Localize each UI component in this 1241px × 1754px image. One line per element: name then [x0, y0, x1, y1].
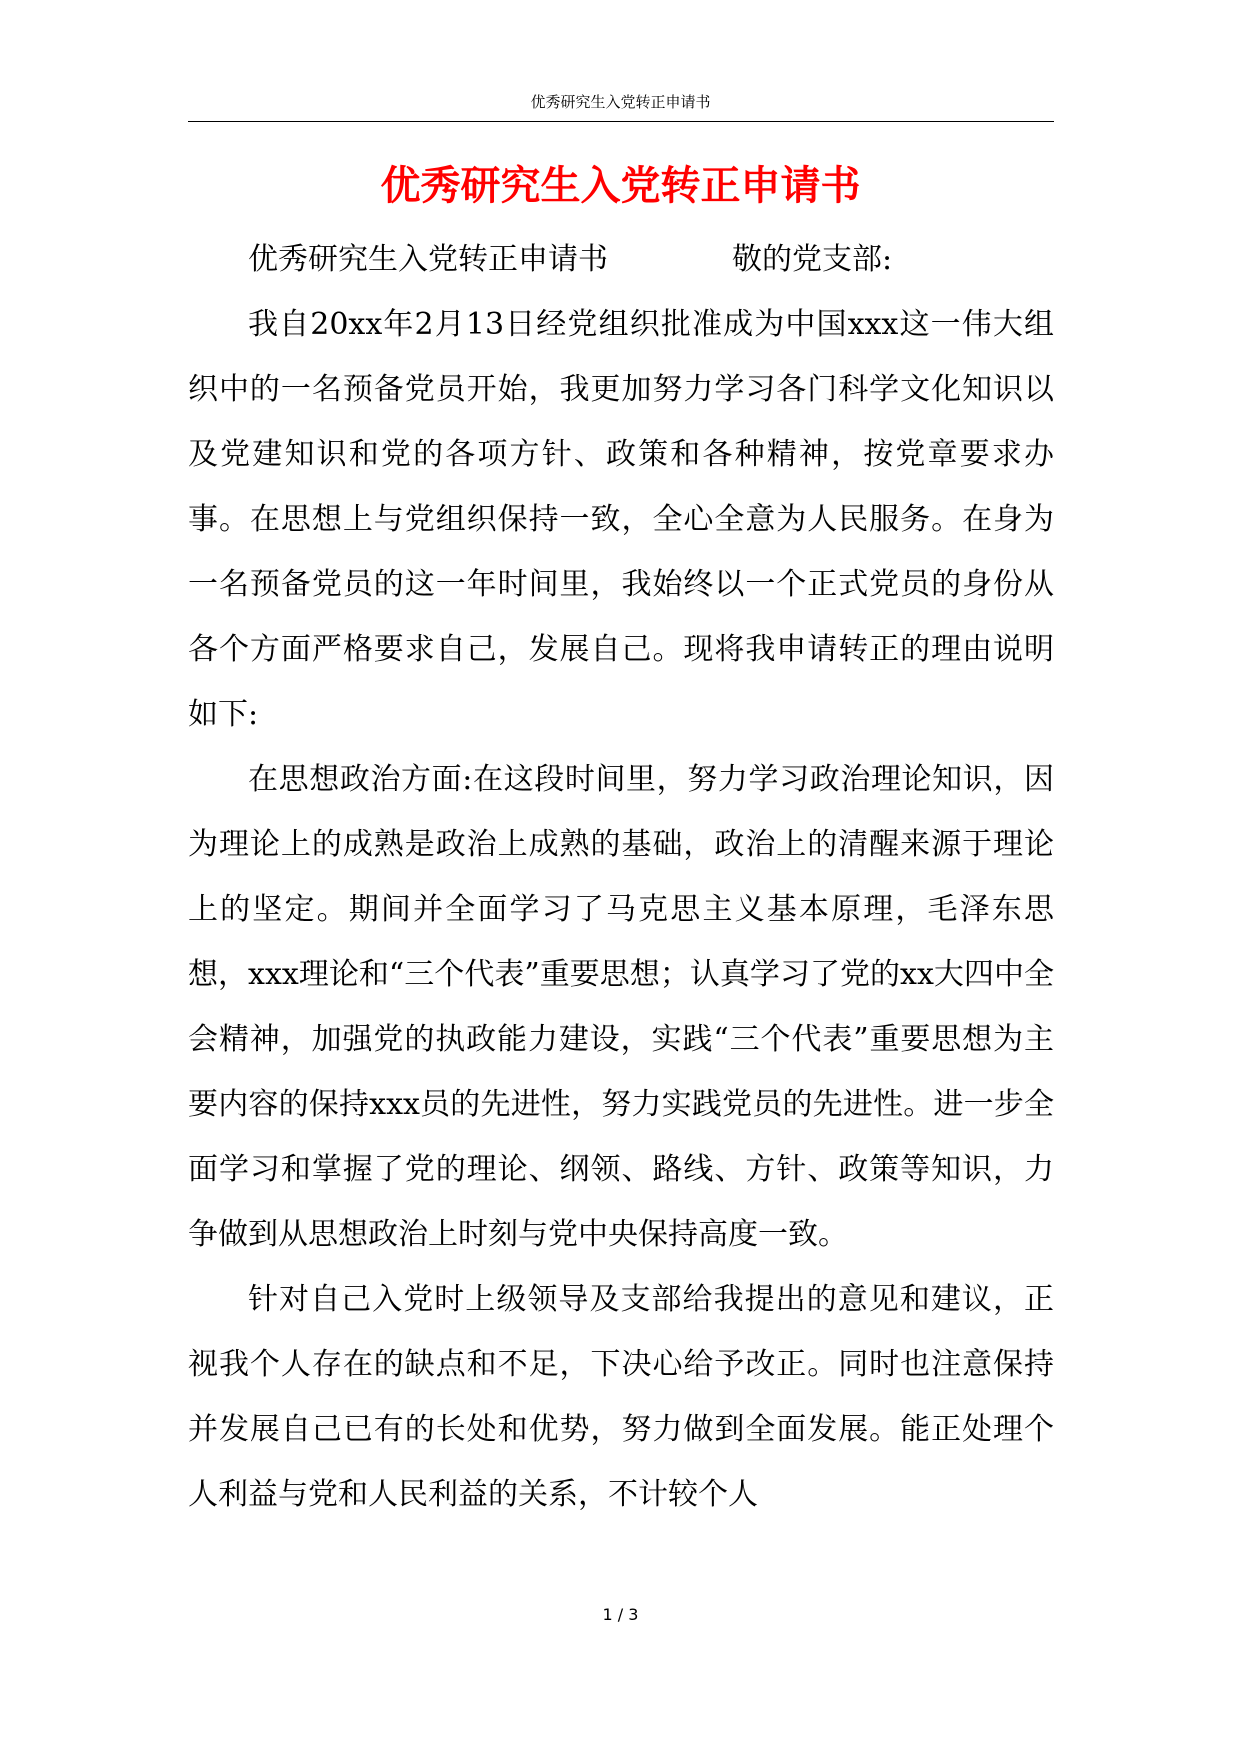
salutation: 敬的党支部: — [732, 242, 893, 277]
header-divider — [188, 121, 1054, 122]
opening-line — [188, 227, 1054, 292]
document-title: 优秀研究生入党转正申请书 — [380, 162, 861, 209]
document-body — [188, 227, 1054, 1527]
page-number: 1 / 3 — [602, 1605, 639, 1624]
paragraph-self-improvement: 针对自己入党时上级领导及支部给我提出的意见和建议，正视我个人存在的缺点和不足，下决心给予改正。同时也注意保持并发展自己已有的长处和优势，努力做到全面发展。能正处理个人利益与党和人民利益的关系，不计较个人 — [188, 1282, 1054, 1512]
paragraph-intro: 我自20xx年2月13日经党组织批准成为中国xxx这一伟大组织中的一名预备党员开始，我更加努力学习各门科学文化知识以及党建知识和党的各项方针、政策和各种精神，按党章要求办事。在思想上与党组织保持一致，全心全意为人民服务。在身为一名预备党员的这一年时间里，我始终以一个正式党员的身份从各个方面严格要求自己，发展自己。现将我申请转正的理由说明如下: — [188, 307, 1054, 732]
paragraph-political: 在思想政治方面:在这段时间里，努力学习政治理论知识，因为理论上的成熟是政治上成熟的基础，政治上的清醒来源于理论上的坚定。期间并全面学习了马克思主义基本原理，毛泽东思想，xxx理论和“三个代表”重要思想；认真学习了党的xx大四中全会精神，加强党的执政能力建设，实践“三个代表”重要思想为主要内容的保持xxx员的先进性，努力实践党员的先进性。进一步全面学习和掌握了党的理论、纲领、路线、方针、政策等知识，力争做到从思想政治上时刻与党中央保持高度一致。 — [188, 762, 1054, 1252]
opening-title: 优秀研究生入党转正申请书 — [248, 242, 608, 277]
running-header: 优秀研究生入党转正申请书 — [530, 93, 711, 111]
